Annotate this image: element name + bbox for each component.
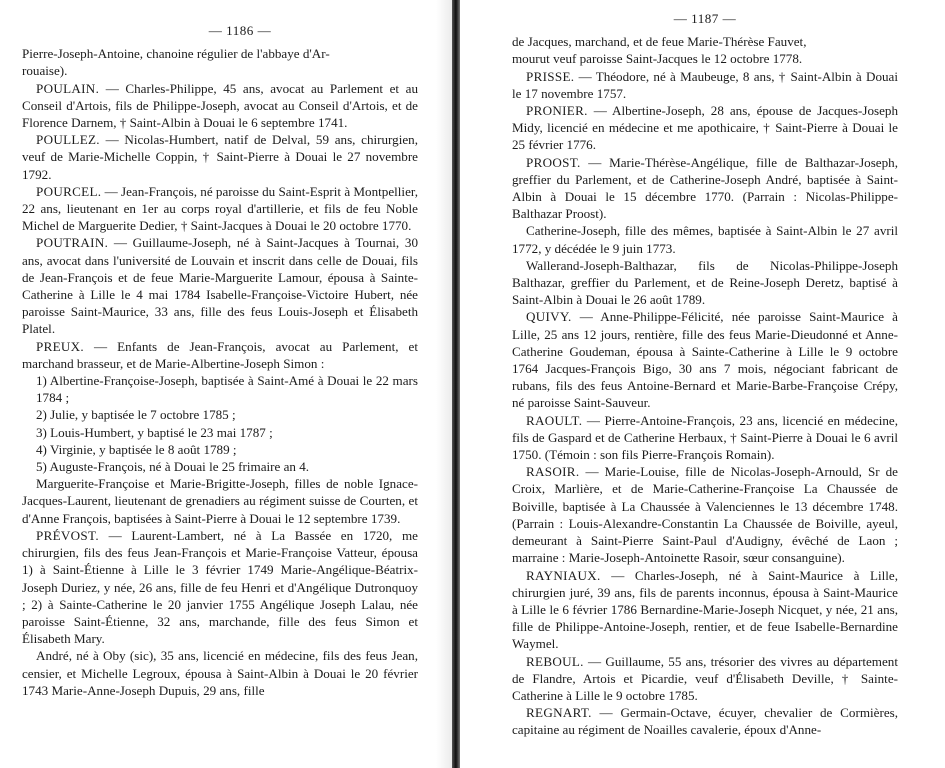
book-gutter [452,0,460,768]
entry-pourcel [22,183,418,235]
entry-text: — Charles-Philippe, 45 ans, avocat au Parlement et au Conseil d'Artois, fils de Philippe-Joseph, avocat au Conseil d'Artois, et de Florence Darnem, † Saint-Albin à Douai le 6 septembre 1741. [22,80,418,131]
page-number: — 1187 — [673,11,737,26]
entry-name: PROOST. [526,154,581,170]
entry-paragraph: Wallerand-Joseph-Balthazar, fils de Nicolas-Philippe-Joseph Balthazar, greffier du Parlement, et de Reine-Joseph Deretz, baptisé à Saint-Albin à Douai le 26 août 1789. [512,257,898,308]
continuation-paragraph [22,45,418,79]
entry-text: — Albertine-Joseph, 28 ans, épouse de Jacques-Joseph Midy, licencié en médecine et me apothicaire, † Saint-Pierre à Douai le 25 février 1776. [512,103,898,153]
entry-text: — Guillaume-Joseph, né à Saint-Jacques à Tournai, 30 ans, avocat dans l'université de Louvain et inscrit dans celle de Douai, fils de Jean-François et de feue Marie-Marguerite Lamour, épousa à Sainte-Catherine à Lille le 4 mai 1784 Isabelle-Françoise-Victoire Hubert, née paroisse Saint-Maurice, 33 ans, fille des feus Louis-Joseph et Élisabeth Platel. [22,235,418,337]
entry-text: — Pierre-Antoine-François, 23 ans, licencié en médecine, fils de Gaspard et de Catherine Herbaux, † Saint-Pierre à Douai le 6 avril 1750. (Témoin : son fils Pierre-François Romain). [512,412,898,463]
entry-reboul [512,653,898,705]
child-item: 5) Auguste-François, né à Douai le 25 frimaire an 4. [36,459,310,475]
entry-poullez [22,131,418,183]
entry-text: — Jean-François, né paroisse du Saint-Esprit à Montpellier, 22 ans, lieutenant en 1er au corps royal d'artillerie, et fils de feu Noble Michel de Marguerite Dedier, † Saint-Jacques à Douai le 20 octobre 1770. [22,183,418,234]
entry-rasoir [512,463,898,566]
child-item: 1) Albertine-Françoise-Joseph, baptisée à Saint-Amé à Douai le 22 mars 1784 ; [36,373,418,406]
entry-raoult [512,412,898,464]
entry-name: RAYNIAUX. [526,567,601,583]
entry-text: — Laurent-Lambert, né à La Bassée en 1720, me chirurgien, fils des feus Jean-François et Marie-Françoise Vatteur, épousa 1) à Saint-Étienne à Lille le 3 février 1749 Marie-Angélique-Béatrix-Joseph Duriez, y née, 26 ans, fille de feu Henri et d'Angélique Dutronquoy ; 2) à Sainte-Catherine le 20 janvier 1755 Angélique Joseph Lalau, née paroisse Saint-Étienne, 32 ans, marchande, fille des feus Simon et Élisabeth Mary. [22,527,418,647]
entry-poutrain [22,234,418,337]
child-item: 3) Louis-Humbert, y baptisé le 23 mai 1787 ; [36,424,273,440]
entry-name: POULAIN. [36,80,100,96]
entry-proost [512,154,898,223]
entry-name: POULLEZ. [36,132,100,148]
entry-name: PRONIER. [526,103,588,119]
gutter-shadow [436,0,452,768]
right-page [512,0,898,768]
entry-name: REGNART. [526,705,592,721]
entry-preux [22,338,418,372]
entry-text: — Charles-Joseph, né à Saint-Maurice à Lille, chirurgien juré, 39 ans, fils de parents inconnus, épousa à Saint-Maurice à Lille le 6 février 1786 Bernardine-Marie-Joseph Nicquet, y née, 21 ans, fille de Philippe-Antoine-Joseph, rentier, et de feue Isabelle-Bernardine Waymel. [512,567,898,652]
entry-name: REBOUL. [526,653,584,669]
entry-name: PRISSE. [526,68,575,84]
entry-prevost [22,527,418,647]
text-line: de Jacques, marchand, et de feue Marie-Thérèse Fauvet, [512,34,807,50]
entry-text: — Germain-Octave, écuyer, chevalier de Cormières, capitaine au régiment de Noailles cavalerie, époux d'Anne- [512,705,898,738]
entry-name: QUIVY. [526,309,572,325]
continuation-paragraph [512,33,898,67]
entry-pronier [512,102,898,154]
entry-rayniaux [512,567,898,653]
entry-name: PRÉVOST. [36,527,99,543]
entry-text: — Théodore, né à Maubeuge, 8 ans, † Saint-Albin à Douai le 17 novembre 1757. [512,68,898,101]
left-page [22,0,418,768]
entry-text: — Marie-Louise, fille de Nicolas-Joseph-Arnould, Sr de Croix, Marlière, et de Marie-Catherine-Françoise La Chaussée de Boiville, baptisée à La Chaussée à Valenciennes le 13 décembre 1748. (Parrain : Louis-Alexandre-Constantin La Chaussée de Boiville, ayeul, demeurant à Saint-Pierre Saint-Paul d'Audigny, évêché de Laon ; marraine : Marie-Joseph-Antoinette Rasoir, sœur consanguine). [512,464,898,566]
entry-text: — Guillaume, 55 ans, trésorier des vivres au département de Flandre, Artois et Picardie, veuf d'Élisabeth Deville, † Sainte-Catherine à Lille le 9 octobre 1785. [512,653,898,703]
entry-regnart [512,704,898,738]
entry-quivy [512,308,898,411]
text-line: rouaise). [22,63,68,79]
entry-prisse [512,68,898,102]
entry-paragraph: Marguerite-Françoise et Marie-Brigitte-Joseph, filles de noble Ignace-Jacques-Laurent, lieutenant de grenadiers au régiment suisse de Courten, et d'Anne François, baptisées à Saint-Pierre à Douai le 12 septembre 1739. [22,476,418,526]
entry-name: POURCEL. [36,183,102,199]
entry-name: RASOIR. [526,464,580,480]
entry-text: — Enfants de Jean-François, avocat au Parlement, et marchand brasseur, et de Marie-Albertine-Joseph Simon : [22,338,418,371]
entry-text: — Nicolas-Humbert, natif de Delval, 59 ans, chirurgien, veuf de Marie-Michelle Coppin, † Saint-Pierre à Douai le 27 novembre 1792. [22,132,418,182]
child-item: 2) Julie, y baptisée le 7 octobre 1785 ; [36,407,236,423]
page-number: — 1186 — [208,23,272,38]
text-line: mourut veuf paroisse Saint-Jacques le 12 octobre 1778. [512,51,803,67]
entry-paragraph: Catherine-Joseph, fille des mêmes, baptisée à Saint-Albin le 27 avril 1772, y décédée le 9 juin 1773. [512,223,898,256]
entry-name: POUTRAIN. [36,235,109,251]
child-item: 4) Virginie, y baptisée le 8 août 1789 ; [36,441,237,457]
entry-poulain [22,80,418,132]
entry-name: RAOULT. [526,412,583,428]
entry-name: PREUX. [36,338,84,354]
entry-text: — Anne-Philippe-Félicité, née paroisse Saint-Maurice à Lille, 25 ans 12 jours, rentière, fille des feus Marie-Dieudonné et Anne-Catherine Goudeman, épousa à Sainte-Catherine à Lille le 9 octobre 1764 Jacques-François Bigo, 30 ans 7 mois, négociant fabricant de rubans, fils des feus Antoine-Bernard et Marie-Barbe-Françoise Crépy, né paroisse Saint-Sauveur. [512,309,898,411]
entry-paragraph: André, né à Oby (sic), 35 ans, licencié en médecine, fils des feus Jean, censier, et Michelle Legroux, épousa à Saint-Albin à Douai le 20 février 1743 Marie-Anne-Joseph Dupuis, 29 ans, fille [22,648,418,698]
text-line: Pierre-Joseph-Antoine, chanoine régulier de l'abbaye d'Ar- [22,46,330,62]
entry-text: — Marie-Thérèse-Angélique, fille de Balthazar-Joseph, greffier du Parlement, et de Catherine-Joseph André, baptisée à Saint-Albin à Douai le 15 décembre 1770. (Parrain : Nicolas-Philippe-Balthazar Proost). [512,154,898,222]
